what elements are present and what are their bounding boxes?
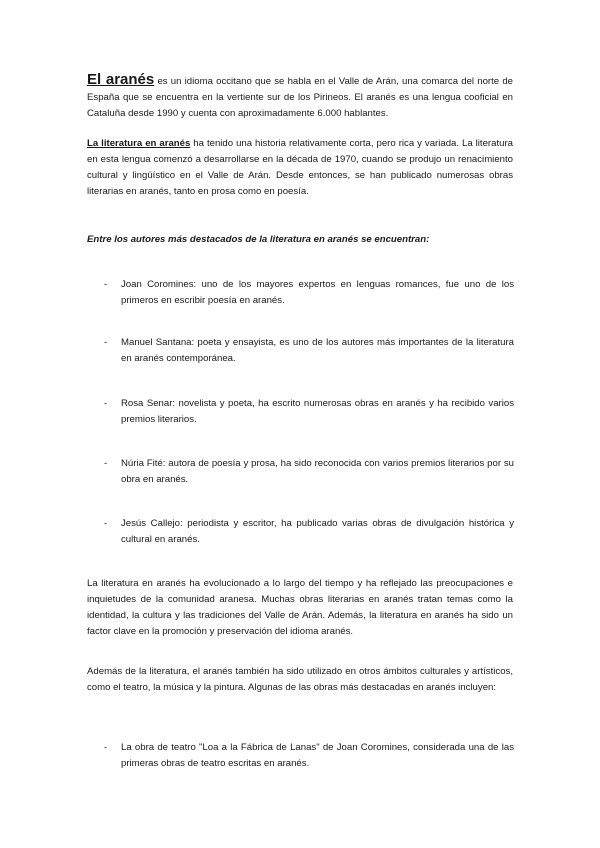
list-bullet: -	[104, 458, 108, 469]
list-bullet: -	[104, 279, 108, 290]
other-areas-paragraph: Además de la literatura, el aranés también ha sido utilizado en otros ámbitos culturales y artísticos, como el teatro, la música y la pintura. Algunas de las obras más destacadas en aranés incluyen:	[87, 666, 513, 693]
list-bullet: -	[104, 518, 108, 529]
literature-text: ha tenido una historia relativamente corta, pero rica y variada. La literatura en esta lengua comenzó a desarrollarse en la década de 1970, cuando se produjo un renacimiento cultural y lingüístico en el Valle de Arán. Desde entonces, se han publicado numerosas obras literarias en aranés, tanto en prosa como en poesía.	[87, 138, 513, 197]
evolution-paragraph: La literatura en aranés ha evolucionado a lo largo del tiempo y ha reflejado las preocupaciones e inquietudes de la comunidad aranesa. Muchas obras literarias en aranés tratan temas como la identidad, la cultura y las tradiciones del Valle de Arán. Además, la literatura en aranés ha sido un factor clave en la promoción y preservación del idioma aranés.	[87, 578, 513, 637]
list-item-text: Manuel Santana: poeta y ensayista, es uno de los autores más importantes de la literatura en aranés contemporánea.	[121, 337, 514, 364]
literature-paragraph	[87, 136, 513, 200]
list-item-text: Jesús Callejo: periodista y escritor, ha publicado varias obras de divulgación histórica y cultural en aranés.	[121, 518, 514, 545]
intro-text: es un idioma occitano que se habla en el Valle de Arán, una comarca del norte de España que se encuentra en la vertiente sur de los Pirineos. El aranés es una lengua cooficial en Cataluña desde 1990 y cuenta con aproximadamente 6.000 hablantes.	[87, 76, 513, 119]
list-item	[104, 456, 514, 488]
list-item-text: Rosa Senar: novelista y poeta, ha escrito numerosas obras en aranés y ha recibido varios premios literarios.	[121, 398, 514, 425]
list-bullet: -	[104, 742, 108, 753]
list-item	[104, 396, 514, 428]
document-title: El aranés	[87, 71, 155, 88]
authors-intro: Entre los autores más destacados de la literatura en aranés se encuentran:	[87, 234, 430, 245]
list-item	[104, 516, 514, 548]
list-bullet: -	[104, 337, 108, 348]
literature-heading: La literatura en aranés	[87, 138, 191, 149]
list-item	[104, 277, 514, 309]
list-item	[104, 335, 514, 367]
list-item	[104, 740, 514, 772]
list-item-text: Núria Fité: autora de poesía y prosa, ha sido reconocida con varios premios literarios por su obra en aranés.	[121, 458, 514, 485]
list-item-text: La obra de teatro "Loa a la Fábrica de Lanas" de Joan Coromines, considerada una de las primeras obras de teatro escritas en aranés.	[121, 742, 514, 769]
intro-paragraph	[87, 72, 513, 122]
list-bullet: -	[104, 398, 108, 409]
list-item-text: Joan Coromines: uno de los mayores expertos en lenguas romances, fue uno de los primeros en escribir poesía en aranés.	[121, 279, 514, 306]
